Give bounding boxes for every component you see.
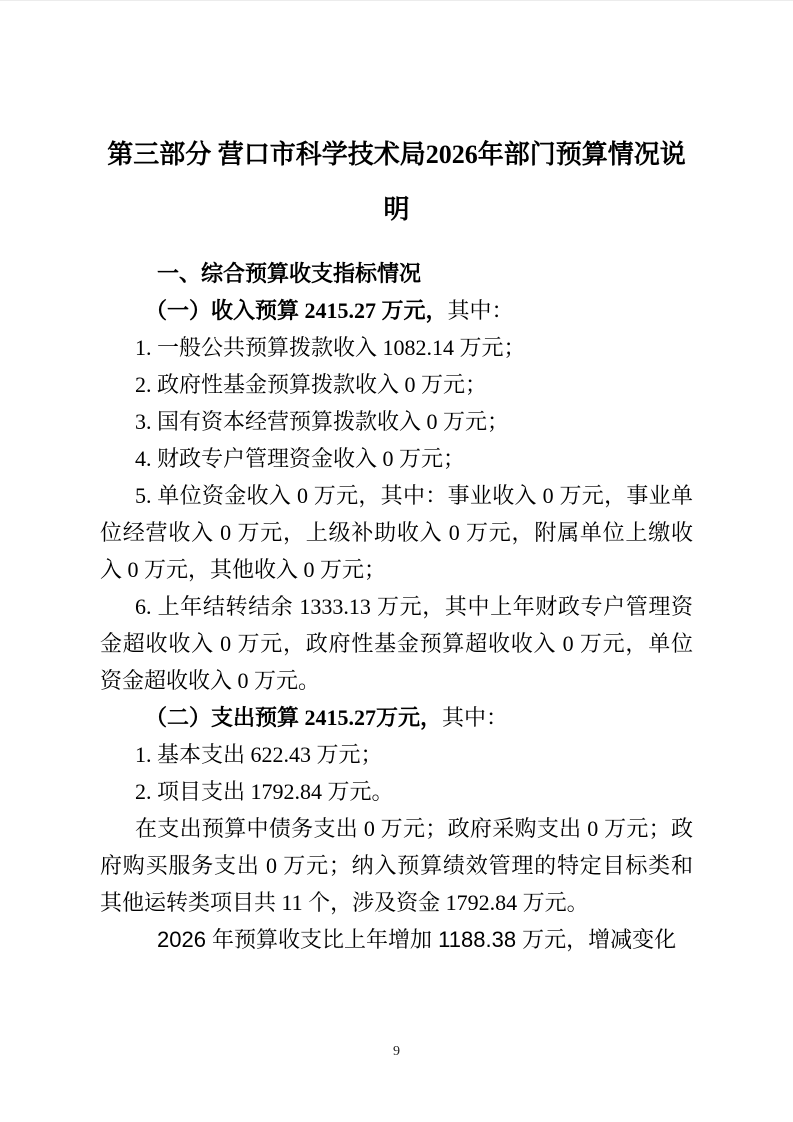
paragraph-text: 1. 基本支出 622.43 万元； [135, 742, 383, 767]
paragraph-text: 其中： [442, 705, 509, 730]
paragraph-h1 [100, 255, 693, 292]
paragraph-lead-text: （一）收入预算 2415.27 万元， [145, 298, 448, 323]
paragraph-text: 2026 年预算收支比上年增加 1188.38 万元，增减变化 [157, 927, 677, 952]
paragraph-body [100, 329, 693, 366]
paragraph-text: 6. 上年结转结余 1333.13 万元，其中上年财政专户管理资金超收收入 0 万元，政府性基金预算超收收入 0 万元，单位资金超收收入 0 万元。 [100, 594, 693, 693]
paragraph-emphasis [100, 921, 693, 958]
paragraph-text: 2. 政府性基金预算拨款收入 0 万元； [135, 372, 488, 397]
document-content [100, 1, 693, 958]
paragraph-h2 [100, 699, 693, 736]
paragraph-body [100, 366, 693, 403]
paragraph-text: 其中： [447, 298, 514, 323]
paragraph-text: 4. 财政专户管理资金收入 0 万元； [135, 446, 466, 471]
paragraph-body [100, 477, 693, 588]
paragraph-list [100, 255, 693, 958]
document-title: 第三部分 营口市科学技术局2026年部门预算情况说明 [107, 140, 686, 224]
paragraph-body [100, 810, 693, 921]
paragraph-lead-text: （二）支出预算 2415.27万元， [145, 705, 443, 730]
paragraph-text: 在支出预算中债务支出 0 万元；政府采购支出 0 万元；政府购买服务支出 0 万元；纳入预算绩效管理的特定目标类和其他运转类项目共 11 个，涉及资金 1792.84 万元。 [100, 816, 693, 915]
paragraph-body [100, 773, 693, 810]
paragraph-body [100, 736, 693, 773]
paragraph-text: 3. 国有资本经营预算拨款收入 0 万元； [135, 409, 510, 434]
paragraph-text: 一、综合预算收支指标情况 [157, 261, 422, 286]
paragraph-text: 2. 项目支出 1792.84 万元。 [135, 779, 394, 804]
page-number: 9 [393, 1044, 400, 1059]
paragraph-text: 1. 一般公共预算拨款收入 1082.14 万元； [135, 335, 526, 360]
paragraph-body [100, 440, 693, 477]
paragraph-text: 5. 单位资金收入 0 万元，其中：事业收入 0 万元，事业单位经营收入 0 万元，上级补助收入 0 万元，附属单位上缴收入 0 万元，其他收入 0 万元； [100, 483, 693, 582]
paragraph-body [100, 588, 693, 699]
paragraph-h2 [100, 292, 693, 329]
paragraph-body [100, 403, 693, 440]
